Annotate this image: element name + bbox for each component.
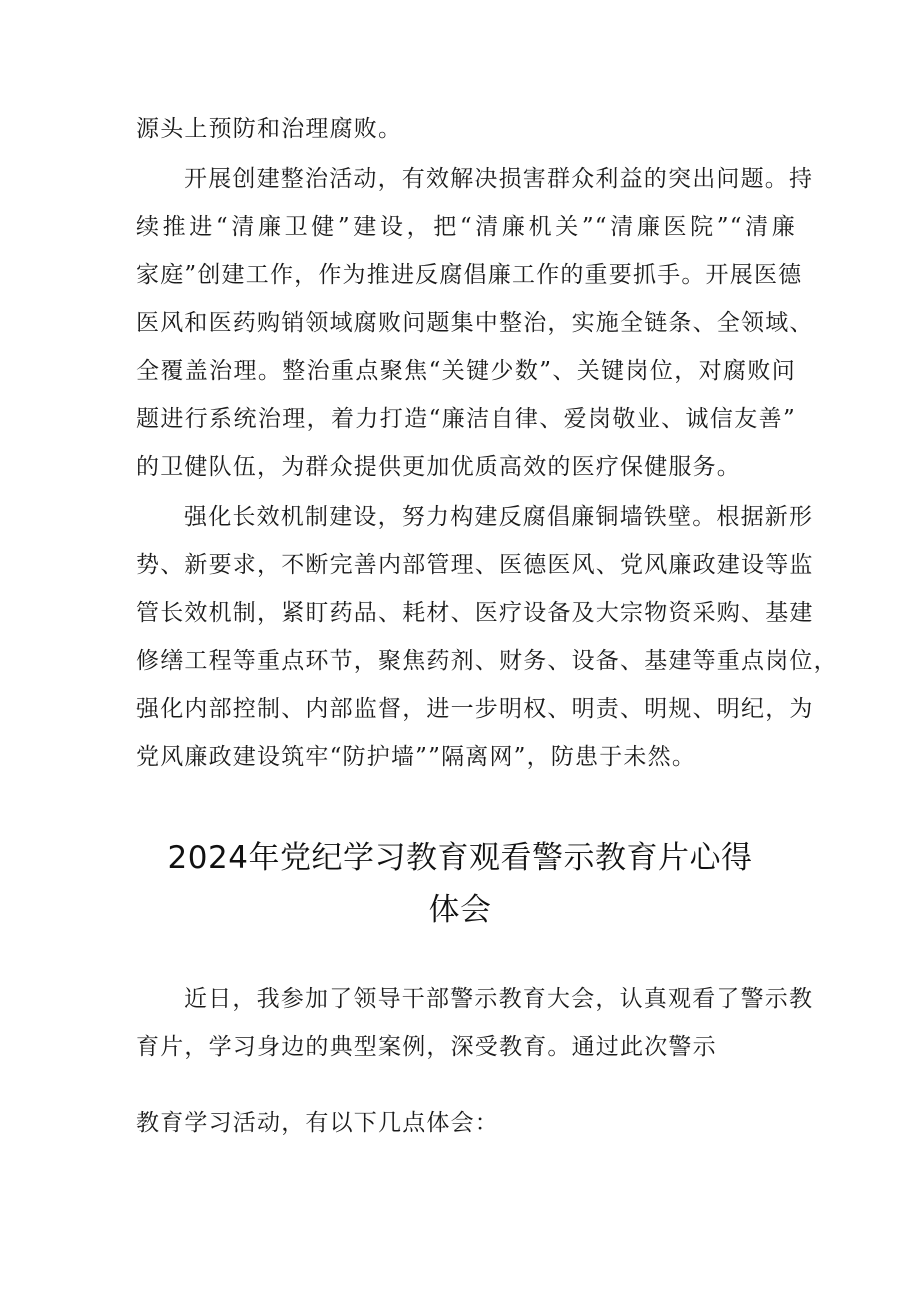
paragraph-2-line-6: 题进行系统治理，着力打造“廉洁自律、爱岗敬业、诚信友善” (136, 406, 796, 432)
paragraph-4-line-1: 近日，我参加了领导干部警示教育大会，认真观看了警示教 (184, 986, 814, 1012)
document-title-line-1: 2024年党纪学习教育观看警示教育片心得 (167, 840, 753, 876)
paragraph-1-line-1: 源头上预防和治理腐败。 (136, 116, 403, 142)
paragraph-3-line-4: 修缮工程等重点环节，聚焦药剂、财务、设备、基建等重点岗位， (136, 648, 838, 674)
paragraph-3-line-2: 势、新要求，不断完善内部管理、医德医风、党风廉政建设等监 (136, 552, 814, 578)
paragraph-4-line-2: 育片，学习身边的典型案例，深受教育。通过此次警示 (136, 1034, 717, 1060)
paragraph-2-line-1: 开展创建整治活动，有效解决损害群众利益的突出问题。持 (184, 166, 814, 192)
paragraph-2-line-2: 续推进“清廉卫健”建设，把“清廉机关”“清廉医院”“清廉 (136, 214, 796, 240)
paragraph-3-line-3: 管长效机制，紧盯药品、耗材、医疗设备及大宗物资采购、基建 (136, 600, 814, 626)
paragraph-2-line-7: 的卫健队伍，为群众提供更加优质高效的医疗保健服务。 (136, 454, 741, 480)
paragraph-2-line-3: 家庭”创建工作，作为推进反腐倡廉工作的重要抓手。开展医德 (136, 262, 803, 288)
paragraph-2-line-4: 医风和医药购销领域腐败问题集中整治，实施全链条、全领域、 (136, 310, 814, 336)
paragraph-3-line-5: 强化内部控制、内部监督，进一步明权、明责、明规、明纪，为 (136, 696, 814, 722)
paragraph-3-line-6: 党风廉政建设筑牢“防护墙””隔离网”，防患于未然。 (136, 744, 697, 770)
document-title-line-2: 体会 (428, 892, 492, 928)
paragraph-2-line-5: 全覆盖治理。整治重点聚焦“关键少数”、关键岗位，对腐败问 (136, 358, 796, 384)
paragraph-3-line-1: 强化长效机制建设，努力构建反腐倡廉铜墙铁壁。根据新形 (184, 504, 814, 530)
paragraph-4-line-3: 教育学习活动，有以下几点体会： (136, 1110, 499, 1136)
